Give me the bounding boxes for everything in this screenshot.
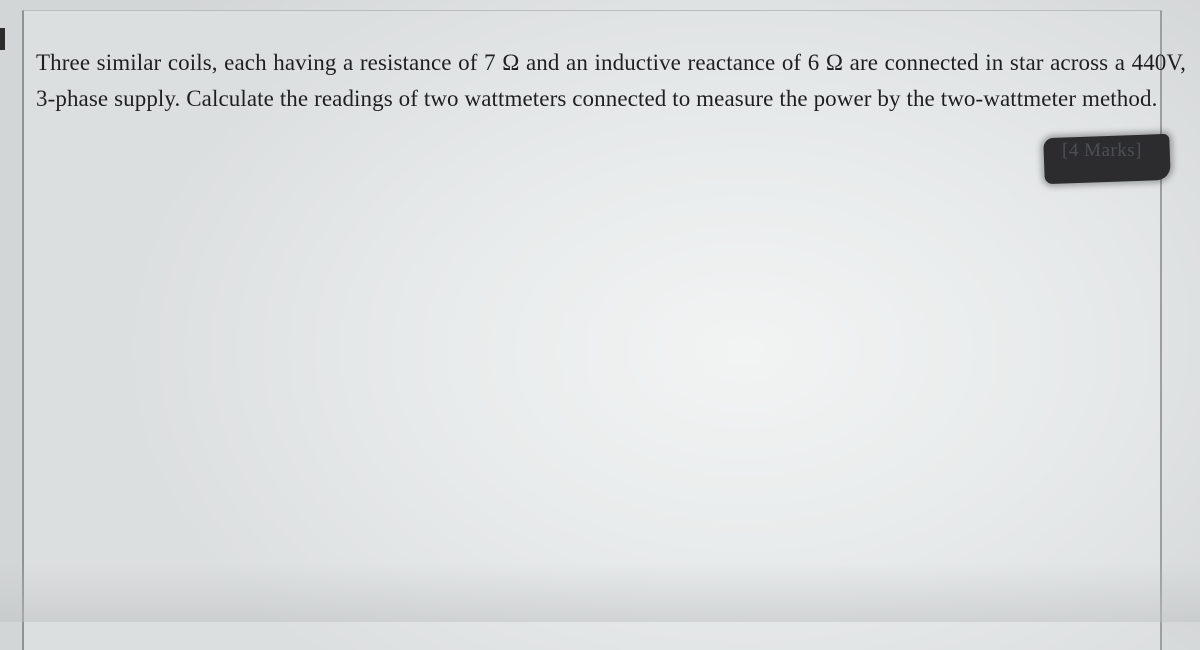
question-container bbox=[22, 10, 1186, 650]
question-text: Three similar coils, each having a resistance of 7 Ω and an inductive reactance of 6 Ω are connected in star across a 440V, 3-phase supply. Calculate the readings of two wattmeters connected to measure the power by the two-wattmeter method. bbox=[36, 50, 1186, 111]
margin-tick bbox=[0, 28, 5, 50]
marks-label: [4 Marks] bbox=[1062, 140, 1142, 161]
